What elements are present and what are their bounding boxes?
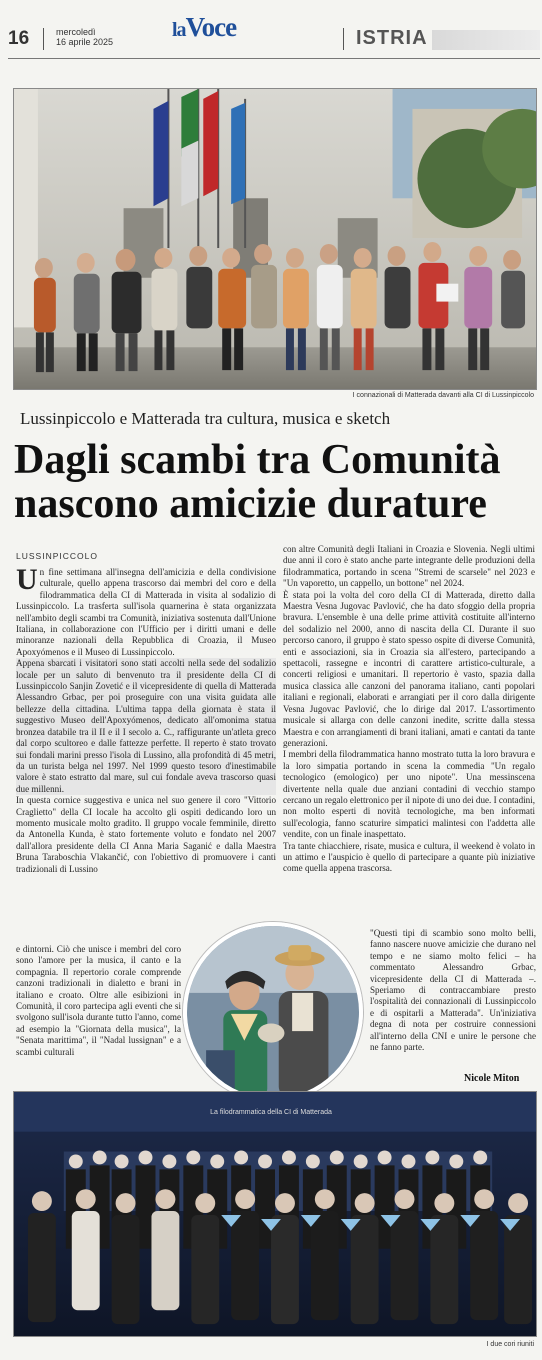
headline-line-1: Dagli scambi tra Comunità — [14, 437, 501, 483]
article-paragraph — [16, 563, 276, 658]
article-paragraph: "Questi tipi di scambio sono molto belli, fanno nascere nuove amicizie che durano nel tempo e ne siamo molto felici – ha commentato Alessandro Grbac, vicepresidente della CI di Matterada –. Speriamo di contraccambiare presto l'ospitalità dei connazionali di Lussinpiccolo e di ospitarli a Matterada". Un'iniziativa degna di nota per costruire connessioni all'interno della CNI e unire le persone che ne fanno parte. — [370, 928, 536, 1053]
article-paragraph: In questa cornice suggestiva e unica nel suo genere il coro "Vittorio Craglietto" della CI locale ha accolto gli ospiti dedicando loro un momento musicale molto gradito. Il gruppo vocale femminile, diretto da Antonella Kunda, è stato fortemente voluto e fondato nel 2007 dall'allora presidente della CI Anna Maria Saganić e dalla Maestra Bruna Taraboschia Vlakančić, con l'obiettivo di promuovere i canti tradizionali di Lussino — [16, 795, 276, 874]
article-paragraph: e dintorni. Ciò che unisce i membri del coro sono l'amore per la musica, il canto e la compagnia. Il repertorio corale comprende canzoni tradizionali in dialetto e brani in italiano e croato. Oltre alle esibizioni in Comunità, il coro partecipa agli eventi che si svolgono sull'isola durante tutto l'anno, come ad esempio la "Giornata della musica", la "Senata marittima", il "Nadal lussignan" e a scambi culturali — [16, 944, 181, 1057]
section-band — [432, 30, 540, 50]
article-column-2 — [283, 544, 535, 875]
article-column-3 — [16, 944, 181, 1058]
article-column-4 — [370, 928, 536, 1053]
article-dateline: LUSSINPICCOLO — [16, 551, 98, 561]
article-paragraph: È stata poi la volta del coro della CI di Matterada, diretto dalla Maestra Vesna Jugovac Pavlović, che ha dato sfoggio della propria bravura. L'ensemble è una delle prime attività costituite all'interno del sodalizio nel 2000, anno di nascita della CI. Durante il suo percorso canoro, il gruppo è stato spesso ospite di diverse Comunità, enti e associazioni, sia in Croazia sia all'estero, partecipando a spettacoli, rassegne e incontri di carattere artistico-culturale, a concerti religiosi e umanitari. Il repertorio è vasto, spazia dalla musica classica alle canzoni del panorama italiano, canti popolari italiani e regionali, elaborati e arrangiati per il coro dalla dirigente Vesna Jugovac Pavlović, che lo dirige dal 2017. L'assortimento musicale si allarga con delle canzoni inedite, scritte dalla stessa Maestra e con arrangiamenti di brani italiani, amati e cantati da tante generazioni. — [283, 589, 535, 748]
filodrammatica-circle-photo — [183, 922, 363, 1102]
header-divider — [43, 28, 44, 50]
bottom-photo-inner-caption: La filodrammatica della CI di Matterada — [210, 1109, 332, 1116]
paragraph-text: n fine settimana all'insegna dell'amicizia e della condivisione culturale, quello appena trascorso dai membri del coro e della filodrammatica della CI di Matterada in visita al sodalizio di Lussinpiccolo. La trasferta sull'isola quarnerina è stata organizzata nell'ambito degli scambi tra Comunità, iniziativa sostenuta dall'Unione Italiana, in collaborazione con l'Ufficio per i diritti umani e delle minoranze nazionali della Repubblica di Croazia, il Museo Apoxyómenos e il Museo di Lussinpiccolo. — [16, 567, 276, 657]
top-photo-caption: I connazionali di Matterada davanti alla CI di Lussinpiccolo — [352, 392, 534, 399]
page-header — [0, 0, 542, 60]
bottom-photo-caption: I due cori riuniti — [486, 1341, 534, 1348]
header-rule — [8, 58, 540, 59]
section-title: ISTRIA — [356, 27, 428, 49]
page-number: 16 — [8, 28, 30, 49]
article-column-1 — [16, 563, 276, 875]
article-paragraph: I membri della filodrammatica hanno mostrato tutta la loro bravura e la loro simpatia portando in scena la commedia "Un regalo tecnologico (emologico) per uno nipote". Una messinscena divertente nella quale due anziani contadini di vecchio stampo cercano un regalo elettronico per il nipote di uno dei due. I contadini, non molto esperti di novità tecnologiche, ma ben informati sull'ecologia, fanno scaturire simpatici malintesi con l'addetta alle vendite, con un finale inaspettato. — [283, 749, 536, 840]
dropcap: U — [16, 563, 38, 596]
logo-voce: Voce — [185, 12, 237, 42]
article-author: Nicole Miton — [464, 1073, 520, 1084]
article-paragraph: Tra tante chiacchiere, risate, musica e cultura, il weekend è volato in un attimo e l'auspicio è quello di partecipare a quante più iniziative come quella appena trascorsa. — [283, 840, 535, 874]
article-paragraph: Appena sbarcati i visitatori sono stati accolti nella sede del sodalizio locale per un saluto di benvenuto tra il presidente della CI di Lussinpiccolo Sanjin Zovetić e il vicepresidente di quella di Matterada Alessandro Grbac, per poi proseguire con una visita guidata alle bellezze della cittadina. L'ultima tappa della giornata è stata il suggestivo Museo dell'Apoxyómenos, dedicato all'omonima statua bronzea databile tra il II e il I secolo a. C., raffigurante un'atleta greco dal corpo scultoreo e dalle fattezze perfette. Il reperto è stato trovato sui fondali marini presso l'isola di Lussino, alla profondità di 45 metri, da un turista belga nel 1997. Nel 1999 questo tesoro d'inestimabile valore è stato estratto dal mare, sul cui fondale aveva trascorso quasi due millenni. — [16, 658, 276, 794]
article-paragraph: con altre Comunità degli Italiani in Croazia e Slovenia. Negli ultimi due anni il coro è stato anche parte integrante delle produzioni della filodrammatica, portando in scena "Stremi de scarsele" nel 2023 e "Un vaporetto, un cappello, un bottone" nel 2024. — [283, 544, 535, 589]
issue-date-text: 16 aprile 2025 — [56, 37, 114, 47]
issue-weekday: mercoledì — [56, 27, 96, 37]
headline-line-2: nascono amicizie durature — [14, 481, 487, 527]
issue-date — [56, 27, 113, 47]
logo-la: la — [172, 19, 186, 41]
article-headline — [14, 438, 534, 526]
group-photo-bottom — [13, 1091, 537, 1337]
article-kicker: Lussinpiccolo e Matterada tra cultura, musica e sketch — [20, 409, 391, 428]
group-photo-top — [13, 88, 537, 390]
newspaper-logo — [172, 12, 236, 43]
header-divider-2 — [343, 28, 344, 50]
